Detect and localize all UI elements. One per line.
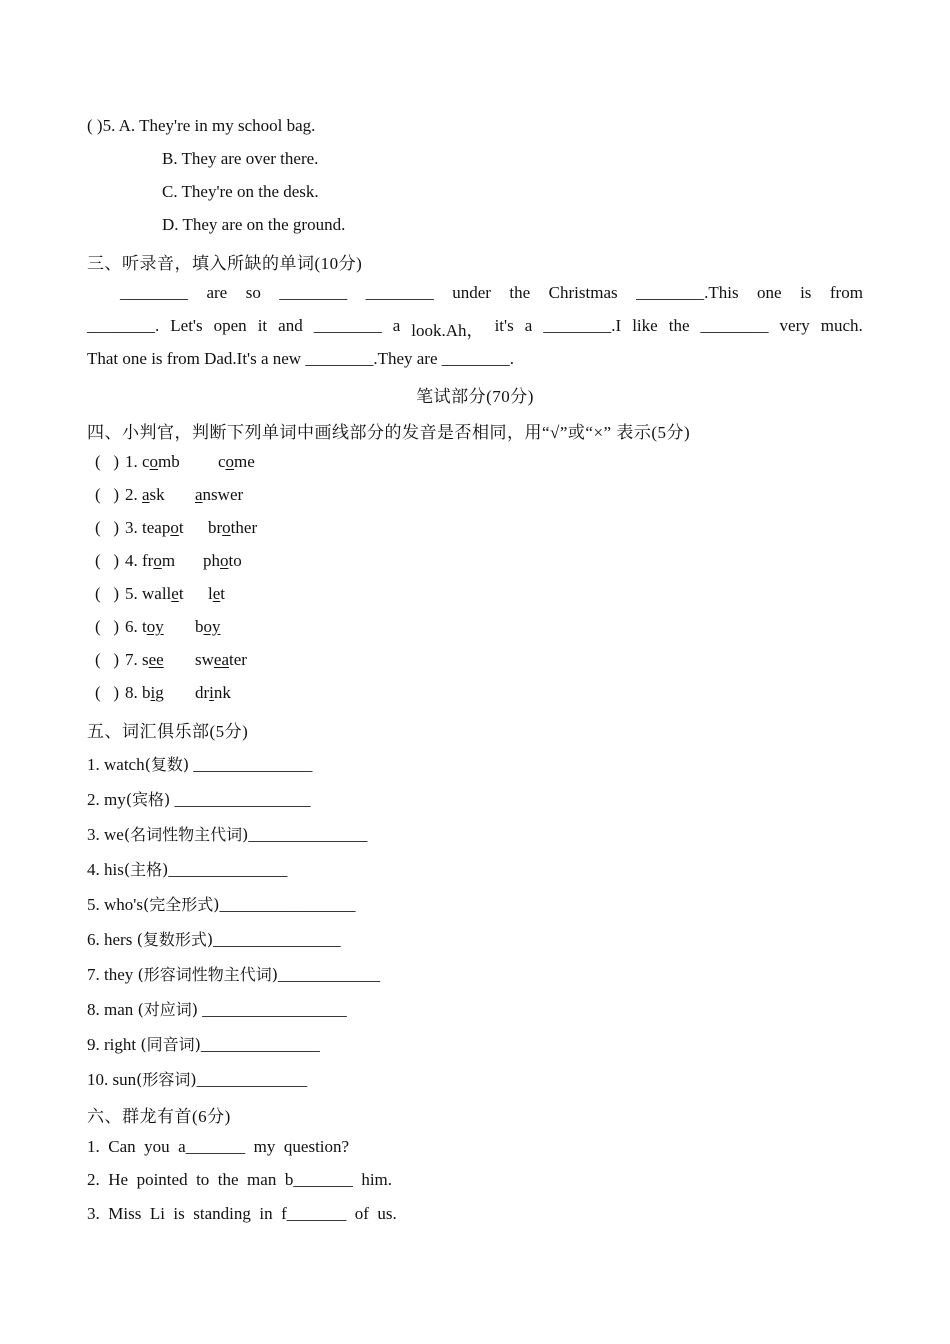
- item-word: 3. we: [87, 825, 124, 844]
- word: very: [779, 316, 810, 335]
- item-word: 4. his: [87, 860, 124, 879]
- word-part: g: [155, 683, 164, 702]
- underlined-part: o: [222, 518, 231, 537]
- item-word: 5. who's: [87, 895, 143, 914]
- word-part: br: [208, 518, 223, 537]
- word: under: [452, 283, 491, 302]
- word: ________: [313, 316, 382, 335]
- word: much.: [820, 316, 863, 335]
- answer-blank: ______________: [168, 860, 288, 879]
- answer-paren: ( ): [95, 551, 120, 570]
- item-word: 2. my: [87, 790, 126, 809]
- item-number: 8.: [125, 683, 138, 702]
- option-b: B. They are over there.: [162, 149, 319, 168]
- word-part: nswer: [202, 485, 244, 504]
- answer-blank: _________________: [198, 1000, 347, 1019]
- word-part: m: [161, 551, 176, 570]
- item-hint: (复数形式): [136, 930, 214, 949]
- answer-paren: ( ): [95, 584, 120, 603]
- word-part: ph: [203, 551, 220, 570]
- underlined-part: o: [170, 518, 179, 537]
- word: and: [278, 316, 303, 335]
- word: ________: [700, 316, 769, 335]
- list-item: [95, 683, 231, 703]
- list-item: [95, 485, 243, 505]
- item-word: 8. man: [87, 1000, 138, 1019]
- word-2: [218, 452, 255, 472]
- word-part: l: [208, 584, 213, 603]
- underlined-part: e: [212, 584, 221, 603]
- list-item: [87, 752, 312, 775]
- answer-paren: ( ): [95, 650, 120, 669]
- underlined-part: oy: [203, 617, 221, 636]
- item-number: 7.: [125, 650, 138, 669]
- answer-blank: _____________: [196, 1070, 308, 1089]
- list-item: [87, 857, 287, 880]
- word-2: [195, 683, 231, 703]
- word: it: [257, 316, 268, 335]
- list-item: [95, 650, 247, 670]
- item-number: 1.: [125, 452, 138, 471]
- word-2: [203, 551, 242, 571]
- underlined-part: o: [225, 452, 235, 471]
- underlined-part: o: [220, 551, 229, 570]
- word-1: [142, 617, 195, 637]
- list-item: [95, 551, 242, 571]
- section-3-title: 三、听录音，填入所缺的单词(10分): [87, 254, 363, 273]
- option-a: A. They're in my school bag.: [118, 116, 316, 135]
- word-part: dr: [195, 683, 210, 702]
- answer-paren: ( ): [95, 518, 120, 537]
- list-item: [95, 617, 221, 637]
- word-part: t: [220, 584, 226, 603]
- written-part-heading: 笔试部分(70分): [416, 387, 534, 406]
- list-item: [87, 997, 347, 1020]
- answer-paren: ( ): [95, 683, 120, 702]
- list-item: [87, 1032, 320, 1055]
- item-number: 2.: [125, 485, 138, 504]
- option-d: D. They are on the ground.: [162, 215, 346, 234]
- word-part: me: [234, 452, 255, 471]
- item-hint: (形容词): [136, 1070, 197, 1089]
- word: are: [206, 283, 228, 302]
- answer-paren: ( ): [95, 617, 120, 636]
- word-2: [208, 518, 257, 538]
- item-number: 3.: [125, 518, 138, 537]
- section-4-title: 四、小判官，判断下列单词中画线部分的发音是否相同，用“√”或“×” 表示(5分): [87, 423, 691, 442]
- word-part: c: [142, 452, 150, 471]
- list-item: [87, 927, 341, 950]
- word: it's: [494, 316, 514, 335]
- answer-blank: ____________: [278, 965, 381, 984]
- word-part: wall: [142, 584, 172, 603]
- word: a: [392, 316, 401, 335]
- word: ________.: [87, 316, 160, 335]
- answer-blank: ________________: [219, 895, 356, 914]
- word-1: [142, 650, 195, 670]
- answer-blank: ________________: [170, 790, 311, 809]
- answer-paren: ( ): [87, 116, 103, 135]
- item-hint: (同音词): [140, 1035, 201, 1054]
- word-part: b: [142, 683, 151, 702]
- section-5-title: 五、词汇俱乐部(5分): [87, 722, 249, 741]
- word: open: [213, 316, 247, 335]
- list-item: [87, 1067, 307, 1090]
- word-part: t: [178, 584, 184, 603]
- word-2: [195, 617, 221, 637]
- underlined-part: o: [153, 551, 162, 570]
- word-part: s: [142, 650, 149, 669]
- word: ________: [279, 283, 348, 302]
- list-item: [95, 452, 255, 472]
- answer-blank: ______________: [200, 1035, 320, 1054]
- word-2: [208, 584, 225, 604]
- section-3-line-3: That one is from Dad.It's a new ________.They are ________.: [87, 349, 515, 368]
- list-item: [87, 787, 310, 810]
- word: look.Ah，: [411, 321, 484, 340]
- word-1: [142, 683, 195, 703]
- word: a: [524, 316, 533, 335]
- word-part: teap: [142, 518, 171, 537]
- item-word: 1. watch: [87, 755, 145, 774]
- item-hint: (对应词): [137, 1000, 199, 1019]
- item-hint: (形容词性物主代词): [137, 965, 279, 984]
- word: is: [800, 283, 812, 302]
- item-number: 4.: [125, 551, 138, 570]
- word-part: nk: [213, 683, 231, 702]
- word-1: [142, 485, 195, 505]
- list-item: 1. Can you a_______ my question?: [87, 1137, 350, 1156]
- item-number: 5.: [125, 584, 138, 603]
- word-part: to: [228, 551, 242, 570]
- section-6-title: 六、群龙有首(6分): [87, 1107, 231, 1126]
- word-part: b: [195, 617, 204, 636]
- underlined-part: i: [209, 683, 214, 702]
- word: so: [245, 283, 261, 302]
- item-word: 9. right: [87, 1035, 141, 1054]
- answer-blank: ______________: [189, 755, 313, 774]
- word-2: [195, 650, 247, 670]
- word: one: [757, 283, 782, 302]
- word-1: [142, 584, 208, 604]
- section-3-line-1: [87, 283, 863, 303]
- item-hint: (宾格): [125, 790, 171, 809]
- item-number: 6.: [125, 617, 138, 636]
- word: the: [668, 316, 690, 335]
- list-item: [95, 518, 257, 538]
- answer-blank: ______________: [248, 825, 368, 844]
- answer-paren: ( ): [95, 452, 120, 471]
- section-3-line-2: [87, 316, 863, 341]
- word-part: fr: [142, 551, 154, 570]
- word-part: t: [178, 518, 184, 537]
- word-part: ther: [230, 518, 258, 537]
- answer-blank: _______________: [213, 930, 341, 949]
- list-item: [87, 892, 355, 915]
- underlined-part: e: [171, 584, 179, 603]
- word-part: mb: [158, 452, 180, 471]
- word-part: sk: [149, 485, 165, 504]
- word-1: [142, 452, 218, 472]
- item-word: 10. sun: [87, 1070, 137, 1089]
- underlined-part: oy: [146, 617, 164, 636]
- word-1: [142, 551, 203, 571]
- word-part: t: [142, 617, 147, 636]
- word: from: [829, 283, 863, 302]
- item-hint: (主格): [123, 860, 169, 879]
- underlined-part: o: [149, 452, 159, 471]
- question-number: 5.: [102, 116, 116, 135]
- item-hint: (复数): [144, 755, 190, 774]
- word: Let's: [170, 316, 203, 335]
- word-2: [195, 485, 243, 505]
- word: the: [509, 283, 531, 302]
- answer-paren: ( ): [95, 485, 120, 504]
- underlined-part: i: [150, 683, 156, 702]
- underlined-part: ee: [148, 650, 164, 669]
- question-5: [87, 116, 315, 136]
- underlined-part: a: [142, 485, 150, 504]
- underlined-part: ea: [213, 650, 229, 669]
- word: like: [632, 316, 658, 335]
- item-word: 6. hers: [87, 930, 137, 949]
- word: ________.This: [636, 283, 739, 302]
- word-part: ter: [229, 650, 247, 669]
- word: Christmas: [548, 283, 618, 302]
- item-hint: (名词性物主代词): [123, 825, 249, 844]
- list-item: [87, 962, 380, 985]
- list-item: 2. He pointed to the man b_______ him.: [87, 1170, 393, 1189]
- word: ________: [365, 283, 434, 302]
- item-word: 7. they: [87, 965, 138, 984]
- word: ________.I: [543, 316, 622, 335]
- word-part: c: [218, 452, 226, 471]
- list-item: 3. Miss Li is standing in f_______ of us.: [87, 1204, 397, 1223]
- underlined-part: a: [195, 485, 203, 504]
- word: ________: [120, 283, 188, 302]
- item-hint: (完全形式): [142, 895, 220, 914]
- list-item: [87, 822, 367, 845]
- option-c: C. They're on the desk.: [162, 182, 319, 201]
- list-item: [95, 584, 225, 604]
- word-part: sw: [195, 650, 214, 669]
- word-1: [142, 518, 208, 538]
